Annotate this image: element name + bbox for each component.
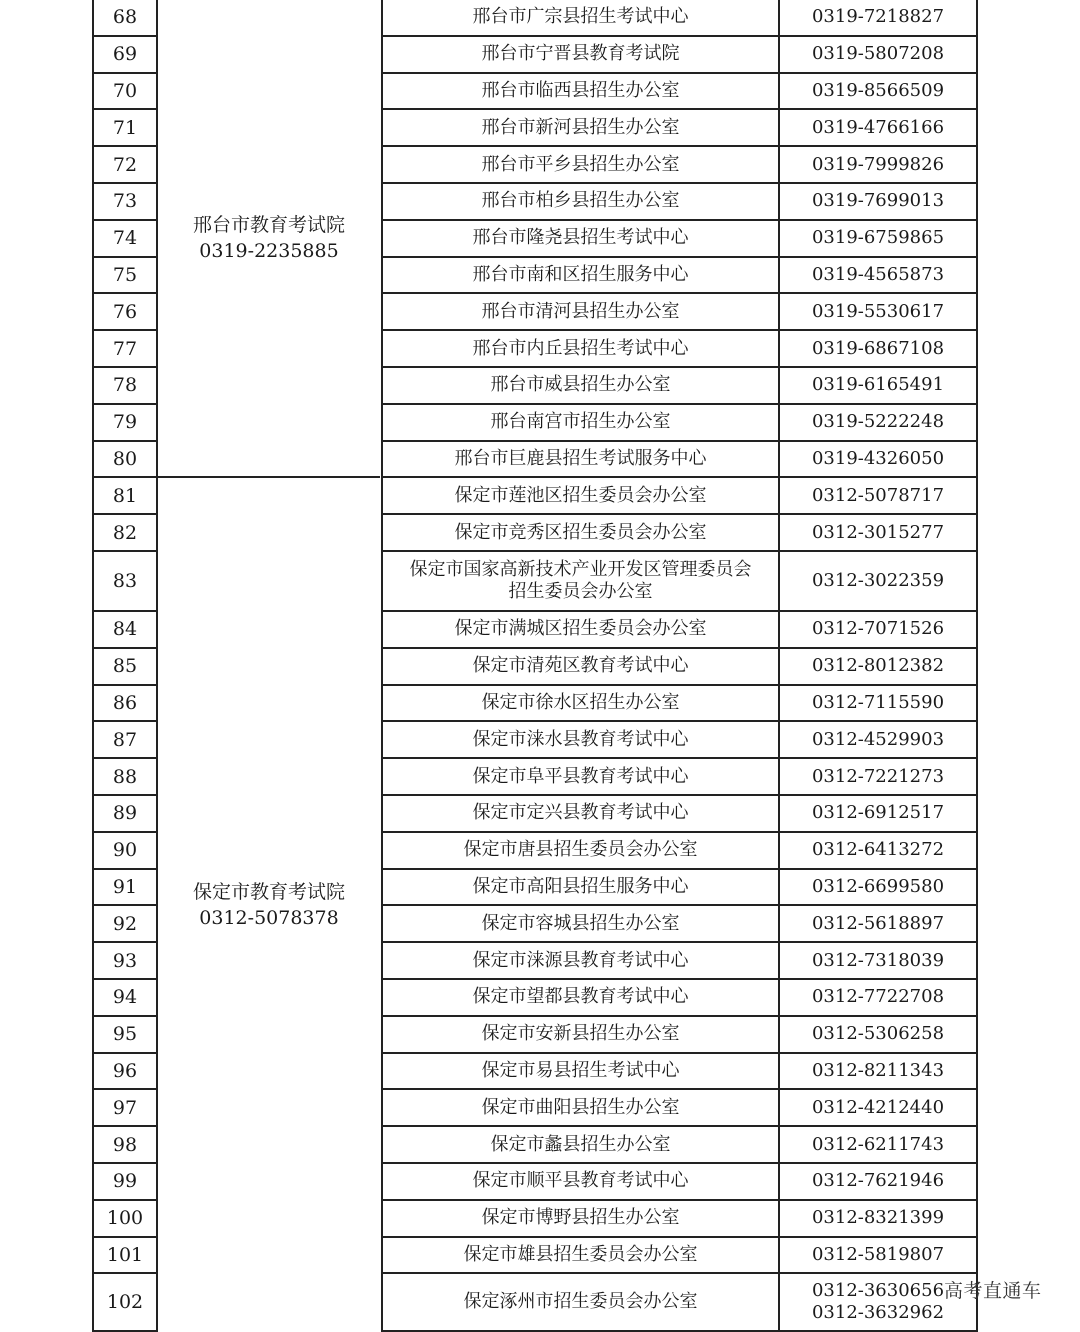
phone-line: 0319-8566509: [811, 79, 945, 101]
office-name: [382, 611, 779, 648]
office-name: [382, 109, 779, 146]
city-institute-name: 保定市教育考试院: [192, 880, 345, 903]
office-name-line: 保定市博野县招生办公室: [481, 1207, 680, 1229]
office-name-line: 保定市竞秀区招生委员会办公室: [454, 521, 707, 543]
row-number: 70: [93, 73, 157, 110]
row-number: 87: [93, 721, 157, 758]
row-number: 97: [93, 1089, 157, 1126]
office-name-line: 保定市涞源县教育考试中心: [472, 949, 689, 971]
phone-line: 0312-3630656: [811, 1280, 945, 1302]
office-name-line: 邢台市新河县招生办公室: [481, 116, 680, 138]
office-phone: [779, 0, 977, 36]
row-number: 92: [93, 905, 157, 942]
phone-line: 0319-5222248: [811, 411, 945, 433]
office-name-line: 邢台南宫市招生办公室: [490, 411, 671, 433]
row-number: 94: [93, 979, 157, 1016]
phone-line: 0312-7071526: [811, 618, 945, 640]
office-phone: [779, 721, 977, 758]
office-name-line: 邢台市内丘县招生考试中心: [472, 337, 689, 359]
phone-line: 0312-4212440: [811, 1096, 945, 1118]
office-phone: [779, 1053, 977, 1090]
row-number: 71: [93, 109, 157, 146]
office-name: [382, 1163, 779, 1200]
city-exam-institute: [157, 0, 380, 477]
phone-line: 0319-5530617: [811, 300, 945, 322]
phone-line: 0312-5078717: [811, 484, 945, 506]
office-phone: [779, 514, 977, 551]
office-phone: [779, 293, 977, 330]
office-phone: [779, 1126, 977, 1163]
office-name: [382, 1089, 779, 1126]
office-name: [382, 441, 779, 478]
phone-line: 0312-7621946: [811, 1170, 945, 1192]
row-number: 74: [93, 220, 157, 257]
office-name: [382, 1273, 779, 1331]
phone-line: 0319-6867108: [811, 337, 945, 359]
office-phone: [779, 367, 977, 404]
row-number: 101: [93, 1237, 157, 1274]
row-number: 72: [93, 146, 157, 183]
office-phone: [779, 183, 977, 220]
office-name-line: 招生委员会办公室: [508, 580, 653, 602]
contact-table: [92, 0, 978, 1332]
office-phone: [779, 1089, 977, 1126]
row-number: 68: [93, 0, 157, 36]
office-phone: [779, 611, 977, 648]
row-number: 69: [93, 36, 157, 73]
office-phone: [779, 758, 977, 795]
row-number: 96: [93, 1053, 157, 1090]
office-phone: [779, 979, 977, 1016]
office-name-line: 保定市易县招生考试中心: [481, 1059, 680, 1081]
office-phone: [779, 220, 977, 257]
row-number: 73: [93, 183, 157, 220]
phone-line: 0312-6699580: [811, 875, 945, 897]
office-name: [382, 942, 779, 979]
row-number: 100: [93, 1200, 157, 1237]
row-number: 79: [93, 404, 157, 441]
phone-line: 0319-4326050: [811, 447, 945, 469]
office-phone: [779, 330, 977, 367]
row-number: 80: [93, 441, 157, 478]
city-institute-name: 邢台市教育考试院: [192, 214, 345, 237]
office-name: [382, 146, 779, 183]
office-name-line: 保定市望都县教育考试中心: [472, 986, 689, 1008]
office-phone: [779, 795, 977, 832]
office-name-line: 保定市国家高新技术产业开发区管理委员会: [409, 558, 752, 580]
office-name-line: 邢台市广宗县招生考试中心: [472, 6, 689, 28]
office-name-line: 保定市阜平县教育考试中心: [472, 765, 689, 787]
office-name-line: 邢台市隆尧县招生考试中心: [472, 227, 689, 249]
office-name: [382, 73, 779, 110]
office-phone: [779, 942, 977, 979]
phone-line: 0319-7999826: [811, 153, 945, 175]
office-name-line: 保定市安新县招生办公室: [481, 1023, 680, 1045]
office-name-line: 邢台市临西县招生办公室: [481, 79, 680, 101]
phone-line: 0319-5807208: [811, 43, 945, 65]
office-name: [382, 36, 779, 73]
phone-line: 0319-7699013: [811, 190, 945, 212]
table-row: [93, 0, 977, 36]
phone-line: 0312-7115590: [811, 691, 945, 713]
office-phone: [779, 832, 977, 869]
city-institute-phone: 0312-5078378: [199, 906, 339, 929]
office-name: [382, 648, 779, 685]
office-phone: [779, 109, 977, 146]
row-number: 88: [93, 758, 157, 795]
phone-line: 0312-3022359: [811, 569, 945, 591]
row-number: 95: [93, 1016, 157, 1053]
row-number: 99: [93, 1163, 157, 1200]
office-phone: [779, 905, 977, 942]
office-name-line: 保定市唐县招生委员会办公室: [463, 839, 698, 861]
office-name-line: 保定市清苑区教育考试中心: [472, 655, 689, 677]
office-name: [382, 832, 779, 869]
office-name-line: 邢台市清河县招生办公室: [481, 300, 680, 322]
office-name: [382, 1053, 779, 1090]
phone-line: 0319-6165491: [811, 374, 945, 396]
office-name-line: 保定市满城区招生委员会办公室: [454, 618, 707, 640]
phone-line: 0312-8211343: [811, 1059, 945, 1081]
phone-line: 0312-3015277: [811, 521, 945, 543]
phone-line: 0312-8012382: [811, 655, 945, 677]
office-name-line: 保定市曲阳县招生办公室: [481, 1096, 680, 1118]
office-name-line: 邢台市柏乡县招生办公室: [481, 190, 680, 212]
office-name: [382, 293, 779, 330]
office-phone: [779, 36, 977, 73]
office-name: [382, 721, 779, 758]
office-name: [382, 404, 779, 441]
office-name-line: 保定市高阳县招生服务中心: [472, 875, 689, 897]
office-name-line: 保定市容城县招生办公室: [481, 912, 680, 934]
office-name-line: 保定涿州市招生委员会办公室: [463, 1291, 698, 1313]
office-name: [382, 477, 779, 514]
office-name: [382, 758, 779, 795]
phone-line: 0312-6413272: [811, 839, 945, 861]
office-name: [382, 1126, 779, 1163]
phone-line: 0319-4766166: [811, 116, 945, 138]
row-number: 82: [93, 514, 157, 551]
phone-line: 0312-4529903: [811, 728, 945, 750]
office-name: [382, 514, 779, 551]
office-name: [382, 1200, 779, 1237]
office-name: [382, 979, 779, 1016]
office-name-line: 保定市徐水区招生办公室: [481, 691, 680, 713]
office-name: [382, 795, 779, 832]
city-institute-phone: 0319-2235885: [199, 240, 339, 263]
office-name-line: 邢台市威县招生办公室: [490, 374, 671, 396]
office-name: [382, 551, 779, 611]
phone-line: 0319-4565873: [811, 263, 945, 285]
phone-line: 0312-5618897: [811, 912, 945, 934]
row-number: 98: [93, 1126, 157, 1163]
office-name: [382, 1016, 779, 1053]
office-name-line: 保定市定兴县教育考试中心: [472, 802, 689, 824]
row-number: 75: [93, 257, 157, 294]
phone-line: 0319-6759865: [811, 227, 945, 249]
office-name-line: 保定市雄县招生委员会办公室: [463, 1243, 698, 1265]
office-phone: [779, 73, 977, 110]
office-name-line: 邢台市平乡县招生办公室: [481, 153, 680, 175]
office-name: [382, 1237, 779, 1274]
office-name: [382, 869, 779, 906]
office-name: [382, 220, 779, 257]
office-name: [382, 183, 779, 220]
office-phone: [779, 1237, 977, 1274]
row-number: 91: [93, 869, 157, 906]
office-phone: [779, 648, 977, 685]
office-name-line: 保定市涞水县教育考试中心: [472, 728, 689, 750]
office-name: [382, 257, 779, 294]
row-number: 77: [93, 330, 157, 367]
row-number: 89: [93, 795, 157, 832]
phone-line: 0319-7218827: [811, 6, 945, 28]
office-name: [382, 0, 779, 36]
watermark-text: 高考直通车: [944, 1280, 1042, 1302]
phone-line: 0312-3632962: [811, 1302, 945, 1324]
row-number: 90: [93, 832, 157, 869]
office-name: [382, 905, 779, 942]
office-phone: [779, 257, 977, 294]
office-phone: [779, 685, 977, 722]
office-phone: [779, 551, 977, 611]
office-name-line: 邢台市南和区招生服务中心: [472, 263, 689, 285]
row-number: 78: [93, 367, 157, 404]
phone-line: 0312-6912517: [811, 802, 945, 824]
office-phone: [779, 869, 977, 906]
office-phone: [779, 1200, 977, 1237]
office-name-line: 邢台市宁晋县教育考试院: [481, 43, 680, 65]
office-phone: [779, 1163, 977, 1200]
phone-line: 0312-6211743: [811, 1133, 945, 1155]
office-name-line: 邢台市巨鹿县招生考试服务中心: [454, 447, 707, 469]
office-name-line: 保定市顺平县教育考试中心: [472, 1170, 689, 1192]
office-name-line: 保定市蠡县招生办公室: [490, 1133, 671, 1155]
office-phone: [779, 404, 977, 441]
phone-line: 0312-7221273: [811, 765, 945, 787]
city-exam-institute: [157, 477, 380, 1331]
phone-line: 0312-7722708: [811, 986, 945, 1008]
row-number: 93: [93, 942, 157, 979]
row-number: 102: [93, 1273, 157, 1331]
office-name: [382, 367, 779, 404]
phone-line: 0312-8321399: [811, 1207, 945, 1229]
row-number: 85: [93, 648, 157, 685]
row-number: 83: [93, 551, 157, 611]
office-name: [382, 685, 779, 722]
office-name: [382, 330, 779, 367]
phone-line: 0312-5819807: [811, 1243, 945, 1265]
table-row: [93, 477, 977, 514]
row-number: 84: [93, 611, 157, 648]
row-number: 86: [93, 685, 157, 722]
office-phone: [779, 477, 977, 514]
phone-line: 0312-7318039: [811, 949, 945, 971]
office-phone: [779, 1016, 977, 1053]
office-phone: [779, 146, 977, 183]
phone-line: 0312-5306258: [811, 1023, 945, 1045]
row-number: 81: [93, 477, 157, 514]
office-phone: [779, 441, 977, 478]
row-number: 76: [93, 293, 157, 330]
office-name-line: 保定市莲池区招生委员会办公室: [454, 484, 707, 506]
